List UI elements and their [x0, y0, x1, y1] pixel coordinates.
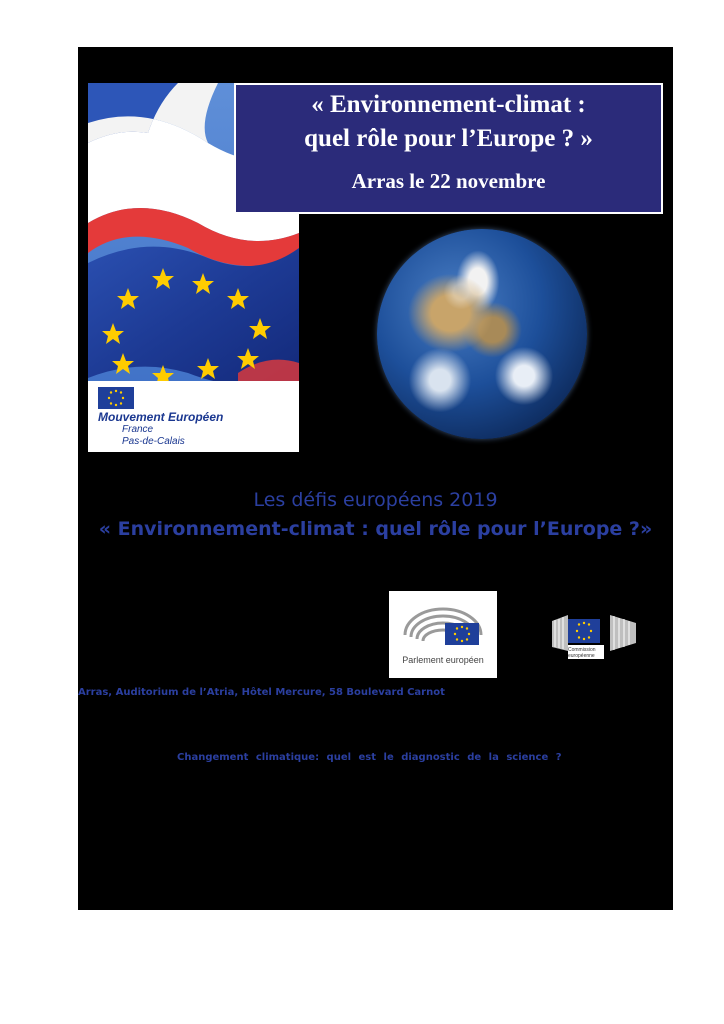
- earth-image: [377, 229, 587, 439]
- headline-title: « Environnement-climat : quel rôle pour l’Europe ?»: [98, 518, 653, 540]
- headline-subtitle: Les défis européens 2019: [253, 489, 498, 511]
- title-line-2: quel rôle pour l’Europe ? »: [304, 125, 593, 152]
- mouvement-region: Pas-de-Calais: [122, 436, 185, 447]
- venue-text: Arras, Auditorium de l’Atria, Hôtel Mercure, 58 Boulevard Carnot: [78, 687, 445, 698]
- mouvement-name: Mouvement Européen: [98, 410, 224, 424]
- commission-label: Commission européenne: [568, 647, 596, 659]
- parliament-label: Parlement européen: [402, 655, 484, 665]
- poster: [78, 47, 673, 910]
- question-text: Changement climatique: quel est le diagnostic de la science ?: [177, 752, 562, 763]
- mouvement-europeen-logo: [88, 381, 299, 452]
- title-line-1: « Environnement-climat :: [311, 91, 586, 118]
- eu-flag-icon: [98, 387, 134, 409]
- event-date: Arras le 22 novembre: [351, 169, 546, 193]
- parlement-europeen-logo: [389, 591, 497, 678]
- mouvement-country: France: [122, 424, 154, 435]
- commission-europeenne-logo: [550, 603, 638, 663]
- title-box: [234, 83, 663, 214]
